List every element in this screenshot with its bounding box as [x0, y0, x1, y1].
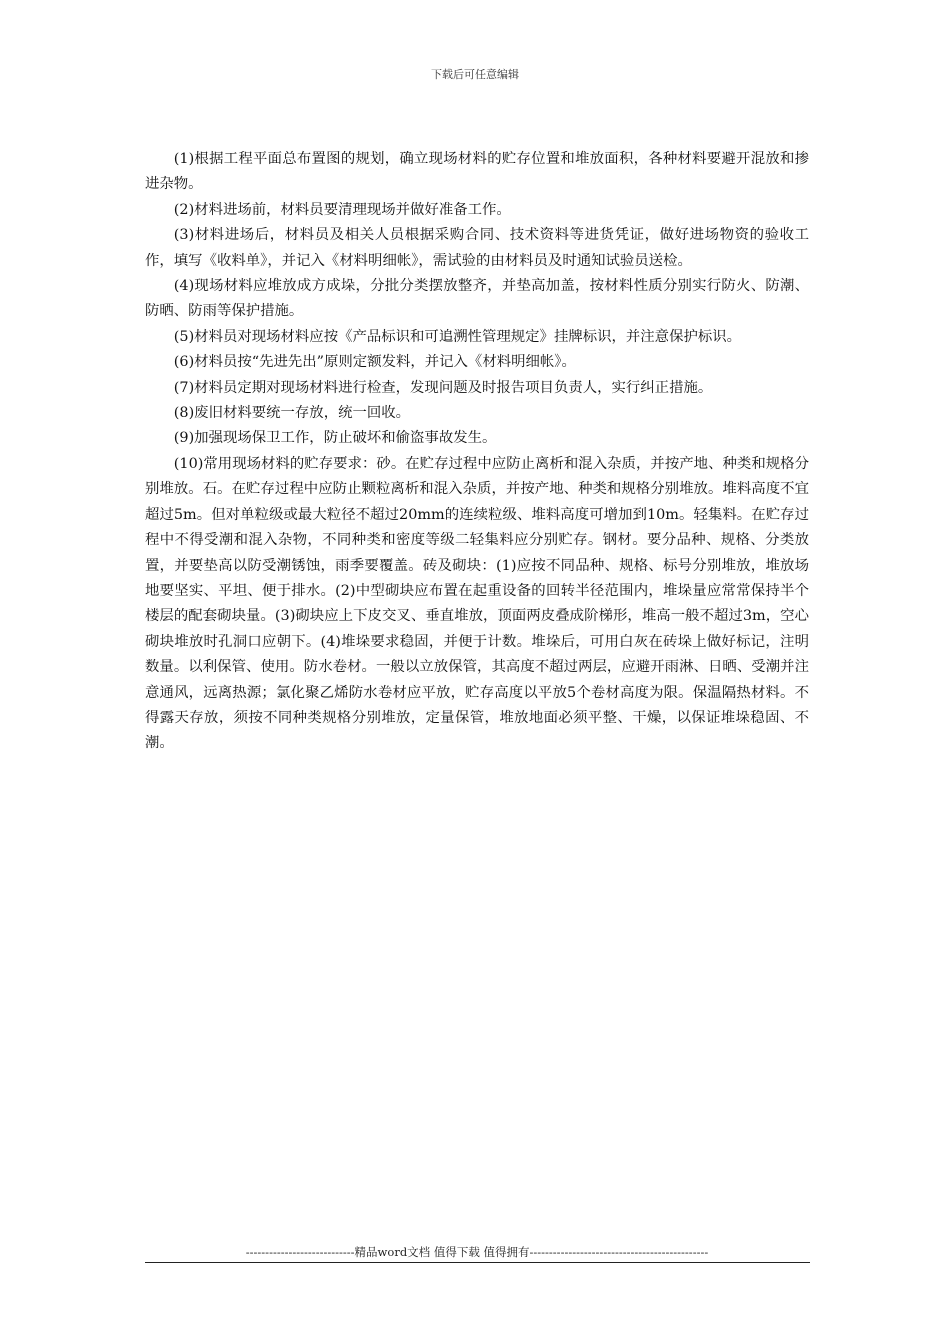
- page-header: 下载后可任意编辑: [431, 68, 519, 81]
- page-footer: ----------------------------精品word文档 值得下载 值得拥有----------------------------------------------: [245, 1245, 709, 1259]
- paragraph-2: (2)材料进场前，材料员要清理现场并做好准备工作。: [173, 201, 511, 218]
- document-body: [145, 147, 809, 757]
- paragraph-5: (5)材料员对现场材料应按《产品标识和可追溯性管理规定》挂牌标识，并注意保护标识。: [173, 328, 742, 345]
- paragraph-9: (9)加强现场保卫工作，防止破坏和偷盗事故发生。: [173, 430, 497, 447]
- paragraph-6: (6)材料员按“先进先出”原则定额发料，并记入《材料明细帐》。: [173, 354, 576, 371]
- paragraph-7: (7)材料员定期对现场材料进行检查，发现问题及时报告项目负责人，实行纠正措施。: [173, 379, 713, 396]
- paragraph-4: (4)现场材料应堆放成方成垛，分批分类摆放整齐，并垫高加盖，按材料性质分别实行防火、防潮、防晒、防雨等保护措施。: [145, 278, 809, 320]
- paragraph-3: (3)材料进场后，材料员及相关人员根据采购合同、技术资料等进货凭证，做好进场物资的验收工作，填写《收料单》，并记入《材料明细帐》，需试验的由材料员及时通知试验员送检。: [145, 227, 809, 269]
- paragraph-1: (1)根据工程平面总布置图的规划，确立现场材料的贮存位置和堆放面积，各种材料要避开混放和掺进杂物。: [145, 151, 809, 193]
- footer-rule: [145, 1262, 810, 1263]
- paragraph-10: (10)常用现场材料的贮存要求：砂。在贮存过程中应防止离析和混入杂质，并按产地、种类和规格分别堆放。石。在贮存过程中应防止颗粒离析和混入杂质，并按产地、种类和规格分别堆放。堆料高度不宜超过5m。但对单粒级或最大粒径不超过20mm的连续粒级、堆料高度可增加到10m。轻集料。在贮存过程中不得受潮和混入杂物，不同种类和密度等级二轻集料应分别贮存。钢材。要分品种、规格、分类放置，并要垫高以防受潮锈蚀，雨季要覆盖。砖及砌块：(1)应按不同品种、规格、标号分别堆放，堆放场地要坚实、平坦、便于排水。(2)中型砌块应布置在起重设备的回转半径范围内，堆垛量应常常保持半个楼层的配套砌块量。(3)砌块应上下皮交叉、垂直堆放，顶面两皮叠成阶梯形，堆高一般不超过3m，空心砌块堆放时孔洞口应朝下。(4)堆垛要求稳固，并便于计数。堆垛后，可用白灰在砖垛上做好标记，注明数量。以利保管、使用。防水卷材。一般以立放保管，其高度不超过两层，应避开雨淋、日晒、受潮并注意通风，远离热源；氯化聚乙烯防水卷材应平放，贮存高度以平放5个卷材高度为限。保温隔热材料。不得露天存放，须按不同种类规格分别堆放，定量保管，堆放地面必须平整、干燥，以保证堆垛稳固、不潮。: [145, 455, 809, 752]
- paragraph-8: (8)废旧材料要统一存放，统一回收。: [173, 405, 411, 422]
